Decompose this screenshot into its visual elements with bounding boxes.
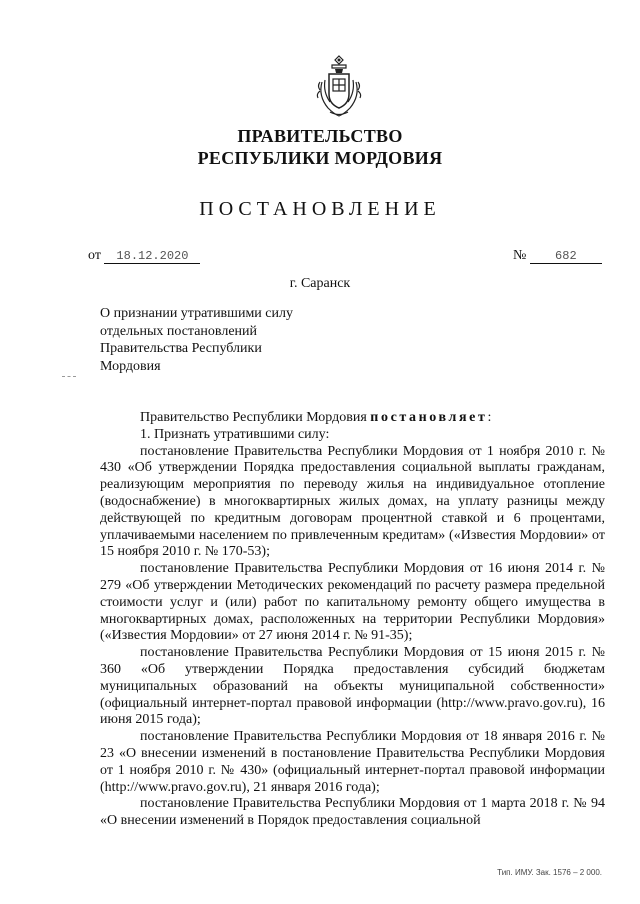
document-subject	[100, 305, 318, 375]
intro-text: Правительство Республики Мордовия	[140, 410, 367, 425]
document-body	[100, 410, 605, 830]
item-1: 1. Признать утратившими силу:	[140, 426, 330, 442]
document-date	[88, 248, 200, 264]
number-prefix: №	[513, 248, 527, 263]
subject-line: отдельных постановлений	[100, 323, 258, 339]
subject-line: О признании утратившими силу	[100, 306, 293, 321]
subject-line: Мордовия	[100, 358, 161, 374]
coat-of-arms-emblem	[310, 52, 368, 118]
republic-title: РЕСПУБЛИКИ МОРДОВИЯ	[197, 148, 443, 168]
date-value: 18.12.2020	[104, 249, 200, 264]
government-title: ПРАВИТЕЛЬСТВО	[237, 126, 403, 146]
number-value: 682	[530, 249, 602, 264]
decree-paragraph-2: постановление Правительства Республики Мордовия от 16 июня 2014 г. № 279 «Об утверждении Методических рекомендаций по расчету размера предельной стоимости услуг и (или) работ по капитальному ремонту общего имущества в многоквартирных домах, расположенных на территории Республики Мордовия» («Известия Мордовии» от 27 июня 2014 г. № 91-35);	[100, 561, 605, 644]
city-line: г. Саранск	[289, 276, 351, 291]
intro-verb: постановляет	[370, 410, 488, 425]
document-number	[513, 248, 602, 264]
decree-paragraph-5: постановление Правительства Республики Мордовия от 1 марта 2018 г. № 94 «О внесении изменений в Порядок предоставления социальной	[100, 796, 605, 829]
decree-paragraph-3: постановление Правительства Республики Мордовия от 15 июня 2015 г. № 360 «Об утверждении Порядка предоставления субсидий бюджетам муниципальных образований на объекты муниципальной собственности» (официальный интернет-портал правовой информации (http://www.pravo.gov.ru), 16 июня 2015 года);	[100, 645, 605, 728]
date-prefix: от	[88, 248, 101, 263]
document-type-title: ПОСТАНОВЛЕНИЕ	[199, 198, 441, 220]
print-footer: Тип. ИМУ. Зак. 1576 – 2 000.	[497, 868, 602, 877]
margin-mark	[62, 376, 76, 377]
decree-paragraph-1: постановление Правительства Республики Мордовия от 1 ноября 2010 г. № 430 «Об утверждении Порядка предоставления социальной выплаты гражданам, реализующим мероприятия по переводу жилья на индивидуальное отопление (водоснабжение) в многоквартирных жилых домах, на уплату разницы между действующей по кредитным договорам процентной ставкой и 6 процентами, уплачиваемыми населением по привлеченным кредитам» («Известия Мордовии» от 15 ноября 2010 г. № 170-53);	[100, 443, 605, 560]
intro-colon: :	[487, 410, 492, 425]
subject-line: Правительства Республики	[100, 341, 262, 356]
intro-paragraph	[100, 410, 605, 427]
decree-paragraph-4: постановление Правительства Республики Мордовия от 18 января 2016 г. № 23 «О внесении изменений в постановление Правительства Республики Мордовия от 1 ноября 2010 г. № 430» (официальный интернет-портал правовой информации (http://www.pravo.gov.ru), 21 января 2016 года);	[100, 729, 605, 795]
